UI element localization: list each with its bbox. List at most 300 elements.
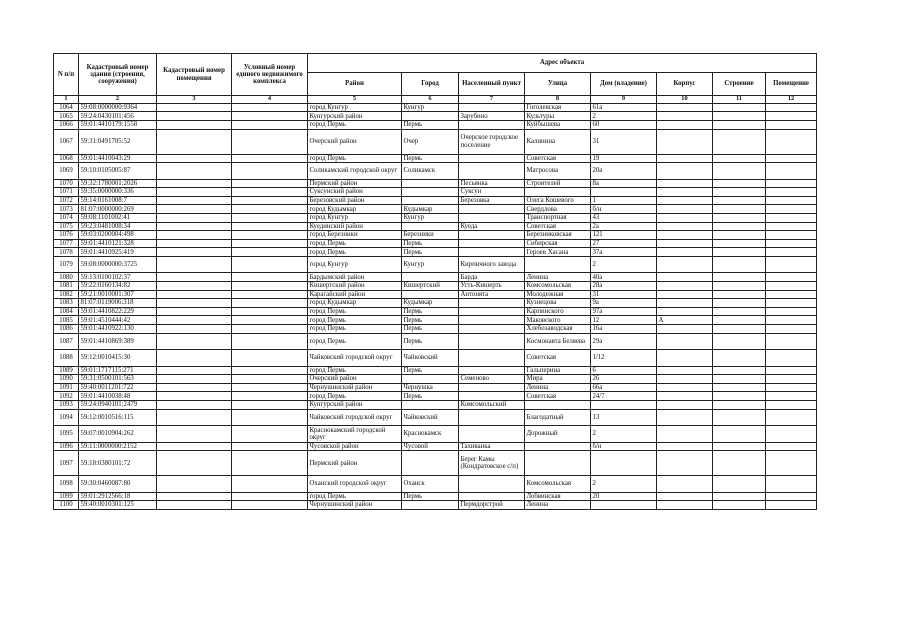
city-cell: Соликамск — [402, 163, 459, 180]
conditional-number-cell — [232, 282, 308, 291]
street-cell: Культуры — [525, 112, 591, 121]
city-cell: Очер — [402, 129, 459, 154]
district-cell: Пермский район — [308, 451, 402, 476]
district-cell: Кишертский район — [308, 282, 402, 291]
structure-cell — [713, 205, 766, 214]
city-cell: Кунгур — [402, 213, 459, 222]
cadastral-premises-cell — [157, 213, 232, 222]
district-cell: Очерский район — [308, 375, 402, 384]
city-cell: Пермь — [402, 120, 459, 129]
row-number: 1085 — [54, 316, 79, 325]
structure-cell — [713, 129, 766, 154]
premises-cell — [766, 316, 817, 325]
house-cell: 29а — [591, 333, 657, 350]
cadastral-premises-cell — [157, 426, 232, 443]
premises-cell — [766, 492, 817, 501]
premises-cell — [766, 325, 817, 334]
structure-cell — [713, 103, 766, 112]
house-cell: 20 — [591, 492, 657, 501]
table-row — [54, 476, 817, 493]
row-number: 1074 — [54, 213, 79, 222]
cadastral-premises-cell — [157, 103, 232, 112]
structure-cell — [713, 325, 766, 334]
header-structure: Строение — [713, 73, 766, 96]
premises-cell — [766, 501, 817, 510]
district-cell: город Кудымкар — [308, 299, 402, 308]
city-cell — [402, 179, 459, 188]
conditional-number-cell — [232, 299, 308, 308]
district-cell: Березовский район — [308, 196, 402, 205]
conditional-number-cell — [232, 451, 308, 476]
cadastral-premises-cell — [157, 400, 232, 409]
street-cell: Советская — [525, 392, 591, 401]
city-cell: Краснокамск — [402, 426, 459, 443]
conditional-number-cell — [232, 476, 308, 493]
row-number: 1068 — [54, 154, 79, 163]
district-cell: город Пермь — [308, 316, 402, 325]
district-cell: город Пермь — [308, 325, 402, 334]
table-row — [54, 375, 817, 384]
cadastral-premises-cell — [157, 333, 232, 350]
cadastral-building-cell: 59:03:0200004:498 — [79, 231, 157, 240]
district-cell: Суксунский район — [308, 188, 402, 197]
street-cell: Советская — [525, 350, 591, 367]
house-cell — [591, 501, 657, 510]
table-row — [54, 299, 817, 308]
table-row — [54, 400, 817, 409]
column-number: 3 — [157, 96, 232, 104]
cadastral-premises-cell — [157, 196, 232, 205]
street-cell: Молодежная — [525, 290, 591, 299]
table-row — [54, 316, 817, 325]
conditional-number-cell — [232, 392, 308, 401]
table-row — [54, 426, 817, 443]
cadastral-premises-cell — [157, 350, 232, 367]
premises-cell — [766, 163, 817, 180]
column-number: 1 — [54, 96, 79, 104]
building-cell — [657, 196, 713, 205]
settlement-cell — [459, 333, 525, 350]
house-cell: 28а — [591, 282, 657, 291]
settlement-cell — [459, 120, 525, 129]
cadastral-premises-cell — [157, 476, 232, 493]
house-cell: 60 — [591, 120, 657, 129]
city-cell — [402, 188, 459, 197]
city-cell: Березники — [402, 231, 459, 240]
house-cell: 16а — [591, 325, 657, 334]
city-cell — [402, 112, 459, 121]
cadastral-premises-cell — [157, 163, 232, 180]
city-cell: Пермь — [402, 492, 459, 501]
building-cell — [657, 112, 713, 121]
house-cell — [591, 188, 657, 197]
premises-cell — [766, 179, 817, 188]
city-cell — [402, 290, 459, 299]
structure-cell — [713, 179, 766, 188]
premises-cell — [766, 476, 817, 493]
structure-cell — [713, 154, 766, 163]
header-settlement: Населенный пункт — [459, 73, 525, 96]
building-cell — [657, 120, 713, 129]
building-cell — [657, 492, 713, 501]
city-cell: Кунгур — [402, 103, 459, 112]
conditional-number-cell — [232, 231, 308, 240]
settlement-cell: Барда — [459, 273, 525, 282]
cadastral-building-cell: 59:14:0161008:7 — [79, 196, 157, 205]
cadastral-building-cell: 59:10:0105005:87 — [79, 163, 157, 180]
settlement-cell: Песьянка — [459, 179, 525, 188]
building-cell — [657, 290, 713, 299]
cadastral-premises-cell — [157, 325, 232, 334]
cadastral-building-cell: 59:13:0100102:37 — [79, 273, 157, 282]
settlement-cell: Усть-Кишерть — [459, 282, 525, 291]
premises-cell — [766, 188, 817, 197]
premises-cell — [766, 383, 817, 392]
city-cell: Чернушка — [402, 383, 459, 392]
settlement-cell: Тахиванка — [459, 442, 525, 451]
settlement-cell — [459, 213, 525, 222]
street-cell — [525, 400, 591, 409]
city-cell: Пермь — [402, 333, 459, 350]
table-row — [54, 442, 817, 451]
city-cell: Чайковский — [402, 409, 459, 426]
settlement-cell: Зарубино — [459, 112, 525, 121]
premises-cell — [766, 273, 817, 282]
conditional-number-cell — [232, 383, 308, 392]
street-cell — [525, 256, 591, 273]
structure-cell — [713, 307, 766, 316]
street-cell — [525, 188, 591, 197]
house-cell: 24/7 — [591, 392, 657, 401]
street-cell: Ленина — [525, 501, 591, 510]
conditional-number-cell — [232, 501, 308, 510]
building-cell — [657, 205, 713, 214]
street-cell: Кузнецова — [525, 299, 591, 308]
premises-cell — [766, 205, 817, 214]
settlement-cell: Очерское городское поселение — [459, 129, 525, 154]
column-number: 8 — [525, 96, 591, 104]
district-cell: Кунгурский район — [308, 112, 402, 121]
structure-cell — [713, 248, 766, 257]
header-city: Город — [402, 73, 459, 96]
district-cell: Бардымский район — [308, 273, 402, 282]
settlement-cell: Куеда — [459, 222, 525, 231]
street-cell: Космонавта Беляева — [525, 333, 591, 350]
house-cell: 97а — [591, 307, 657, 316]
conditional-number-cell — [232, 333, 308, 350]
structure-cell — [713, 350, 766, 367]
cadastral-premises-cell — [157, 273, 232, 282]
premises-cell — [766, 239, 817, 248]
conditional-number-cell — [232, 239, 308, 248]
settlement-cell — [459, 350, 525, 367]
structure-cell — [713, 392, 766, 401]
settlement-cell: Комсомольский — [459, 400, 525, 409]
building-cell — [657, 476, 713, 493]
table-row — [54, 248, 817, 257]
building-cell — [657, 129, 713, 154]
district-cell: город Пермь — [308, 154, 402, 163]
cadastral-building-cell: 59:01:1717115:271 — [79, 366, 157, 375]
conditional-number-cell — [232, 273, 308, 282]
row-number: 1075 — [54, 222, 79, 231]
row-number: 1077 — [54, 239, 79, 248]
cadastral-premises-cell — [157, 392, 232, 401]
cadastral-building-cell: 59:07:0010904:262 — [79, 426, 157, 443]
row-number: 1088 — [54, 350, 79, 367]
house-cell: 1 — [591, 196, 657, 205]
conditional-number-cell — [232, 103, 308, 112]
cadastral-building-cell: 59:31:0491705:52 — [79, 129, 157, 154]
cadastral-building-cell: 59:01:4410179:1558 — [79, 120, 157, 129]
table-body — [54, 103, 817, 509]
row-number: 1080 — [54, 273, 79, 282]
house-cell: 2 — [591, 476, 657, 493]
premises-cell — [766, 366, 817, 375]
cadastral-building-cell: 59:24:0940101:2479 — [79, 400, 157, 409]
street-cell: Мира — [525, 375, 591, 384]
structure-cell — [713, 375, 766, 384]
premises-cell — [766, 409, 817, 426]
building-cell — [657, 400, 713, 409]
table-row — [54, 196, 817, 205]
district-cell: город Пермь — [308, 366, 402, 375]
row-number: 1084 — [54, 307, 79, 316]
building-cell: А — [657, 316, 713, 325]
conditional-number-cell — [232, 325, 308, 334]
structure-cell — [713, 120, 766, 129]
premises-cell — [766, 442, 817, 451]
structure-cell — [713, 188, 766, 197]
settlement-cell — [459, 392, 525, 401]
district-cell: город Кунгур — [308, 256, 402, 273]
street-cell: Куйбышева — [525, 120, 591, 129]
cadastral-building-cell: 59:01:2912566:18 — [79, 492, 157, 501]
street-cell: Дорожный — [525, 426, 591, 443]
cadastral-premises-cell — [157, 442, 232, 451]
house-cell: 2 — [591, 426, 657, 443]
header-n-pp: N п/п — [54, 54, 79, 96]
header-cadastral-premises: Кадастровый номер помещения — [157, 54, 232, 96]
house-cell: 121 — [591, 231, 657, 240]
district-cell: город Березники — [308, 231, 402, 240]
street-cell: Сибирская — [525, 239, 591, 248]
district-cell: Чусовской район — [308, 442, 402, 451]
row-number: 1081 — [54, 282, 79, 291]
cadastral-premises-cell — [157, 129, 232, 154]
row-number: 1094 — [54, 409, 79, 426]
cadastral-building-cell: 59:40:0011201:722 — [79, 383, 157, 392]
building-cell — [657, 392, 713, 401]
table-row — [54, 163, 817, 180]
house-cell — [591, 400, 657, 409]
cadastral-premises-cell — [157, 307, 232, 316]
row-number: 1067 — [54, 129, 79, 154]
cadastral-premises-cell — [157, 248, 232, 257]
street-cell: Гоголевская — [525, 103, 591, 112]
district-cell: Чернушинский район — [308, 383, 402, 392]
table-row — [54, 112, 817, 121]
building-cell — [657, 442, 713, 451]
cadastral-building-cell: 59:18:0380101:72 — [79, 451, 157, 476]
structure-cell — [713, 501, 766, 510]
column-number: 12 — [766, 96, 817, 104]
table-row — [54, 222, 817, 231]
table-row — [54, 392, 817, 401]
conditional-number-cell — [232, 120, 308, 129]
table-row — [54, 366, 817, 375]
cadastral-premises-cell — [157, 256, 232, 273]
street-cell: Маковского — [525, 316, 591, 325]
building-cell — [657, 231, 713, 240]
row-number: 1086 — [54, 325, 79, 334]
premises-cell — [766, 129, 817, 154]
table-row — [54, 154, 817, 163]
city-cell: Пермь — [402, 307, 459, 316]
settlement-cell — [459, 307, 525, 316]
street-cell: Благодатный — [525, 409, 591, 426]
property-address-table — [53, 53, 817, 510]
settlement-cell — [459, 426, 525, 443]
cadastral-building-cell: 59:08:0000000:9364 — [79, 103, 157, 112]
street-cell: Советская — [525, 222, 591, 231]
row-number: 1079 — [54, 256, 79, 273]
house-cell: 2 — [591, 256, 657, 273]
premises-cell — [766, 290, 817, 299]
district-cell: город Пермь — [308, 120, 402, 129]
house-cell: 66а — [591, 383, 657, 392]
column-number: 2 — [79, 96, 157, 104]
row-number: 1093 — [54, 400, 79, 409]
structure-cell — [713, 400, 766, 409]
structure-cell — [713, 282, 766, 291]
city-cell: Чайковский — [402, 350, 459, 367]
premises-cell — [766, 426, 817, 443]
city-cell — [402, 375, 459, 384]
cadastral-building-cell: 81:07:0119006:318 — [79, 299, 157, 308]
building-cell — [657, 451, 713, 476]
structure-cell — [713, 366, 766, 375]
column-number: 6 — [402, 96, 459, 104]
structure-cell — [713, 426, 766, 443]
premises-cell — [766, 154, 817, 163]
district-cell: город Пермь — [308, 248, 402, 257]
row-number: 1070 — [54, 179, 79, 188]
row-number: 1082 — [54, 290, 79, 299]
street-cell: Транспортная — [525, 213, 591, 222]
table-row — [54, 409, 817, 426]
structure-cell — [713, 163, 766, 180]
building-cell — [657, 154, 713, 163]
header-conditional-number: Условный номер единого недвижимого комплекса — [232, 54, 308, 96]
building-cell — [657, 103, 713, 112]
street-cell: Хлебозаводская — [525, 325, 591, 334]
premises-cell — [766, 231, 817, 240]
cadastral-building-cell: 81:07:0000000:269 — [79, 205, 157, 214]
building-cell — [657, 239, 713, 248]
cadastral-building-cell: 59:01:4410121:328 — [79, 239, 157, 248]
district-cell: город Кудымкар — [308, 205, 402, 214]
building-cell — [657, 282, 713, 291]
conditional-number-cell — [232, 213, 308, 222]
city-cell: Пермь — [402, 366, 459, 375]
conditional-number-cell — [232, 290, 308, 299]
conditional-number-cell — [232, 366, 308, 375]
city-cell: Пермь — [402, 239, 459, 248]
premises-cell — [766, 307, 817, 316]
house-cell: б/н — [591, 442, 657, 451]
settlement-cell — [459, 325, 525, 334]
settlement-cell — [459, 248, 525, 257]
column-number: 11 — [713, 96, 766, 104]
city-cell: Кунгур — [402, 256, 459, 273]
building-cell — [657, 188, 713, 197]
cadastral-premises-cell — [157, 222, 232, 231]
house-cell: 9а — [591, 299, 657, 308]
district-cell: Чайковский городской округ — [308, 409, 402, 426]
row-number: 1087 — [54, 333, 79, 350]
settlement-cell — [459, 366, 525, 375]
settlement-cell — [459, 476, 525, 493]
conditional-number-cell — [232, 307, 308, 316]
cadastral-building-cell: 59:23:0481008:34 — [79, 222, 157, 231]
header-district: Район — [308, 73, 402, 96]
street-cell — [525, 442, 591, 451]
building-cell — [657, 248, 713, 257]
cadastral-building-cell: 59:24:0430101:456 — [79, 112, 157, 121]
street-cell — [525, 451, 591, 476]
cadastral-building-cell: 59:01:4410822:229 — [79, 307, 157, 316]
conditional-number-cell — [232, 163, 308, 180]
cadastral-building-cell: 59:35:0000000:336 — [79, 188, 157, 197]
district-cell: Соликамский городской округ — [308, 163, 402, 180]
row-number: 1091 — [54, 383, 79, 392]
settlement-cell — [459, 163, 525, 180]
settlement-cell: Антонята — [459, 290, 525, 299]
premises-cell — [766, 375, 817, 384]
building-cell — [657, 426, 713, 443]
city-cell — [402, 273, 459, 282]
settlement-cell — [459, 383, 525, 392]
column-number-row — [54, 96, 817, 104]
row-number: 1078 — [54, 248, 79, 257]
premises-cell — [766, 112, 817, 121]
row-number: 1097 — [54, 451, 79, 476]
cadastral-building-cell: 59:01:4410922:130 — [79, 325, 157, 334]
building-cell — [657, 299, 713, 308]
conditional-number-cell — [232, 196, 308, 205]
cadastral-premises-cell — [157, 299, 232, 308]
settlement-cell: Пермдорстрой — [459, 501, 525, 510]
building-cell — [657, 375, 713, 384]
cadastral-building-cell: 59:01:4510444:42 — [79, 316, 157, 325]
premises-cell — [766, 282, 817, 291]
cadastral-premises-cell — [157, 231, 232, 240]
table-row — [54, 179, 817, 188]
house-cell: 6 — [591, 366, 657, 375]
premises-cell — [766, 333, 817, 350]
row-number: 1072 — [54, 196, 79, 205]
conditional-number-cell — [232, 112, 308, 121]
conditional-number-cell — [232, 179, 308, 188]
building-cell — [657, 350, 713, 367]
street-cell: Олега Кошевого — [525, 196, 591, 205]
street-cell: Матросова — [525, 163, 591, 180]
settlement-cell: Берег Камы (Кондратовское с/п) — [459, 451, 525, 476]
city-cell — [402, 196, 459, 205]
premises-cell — [766, 256, 817, 273]
cadastral-premises-cell — [157, 409, 232, 426]
